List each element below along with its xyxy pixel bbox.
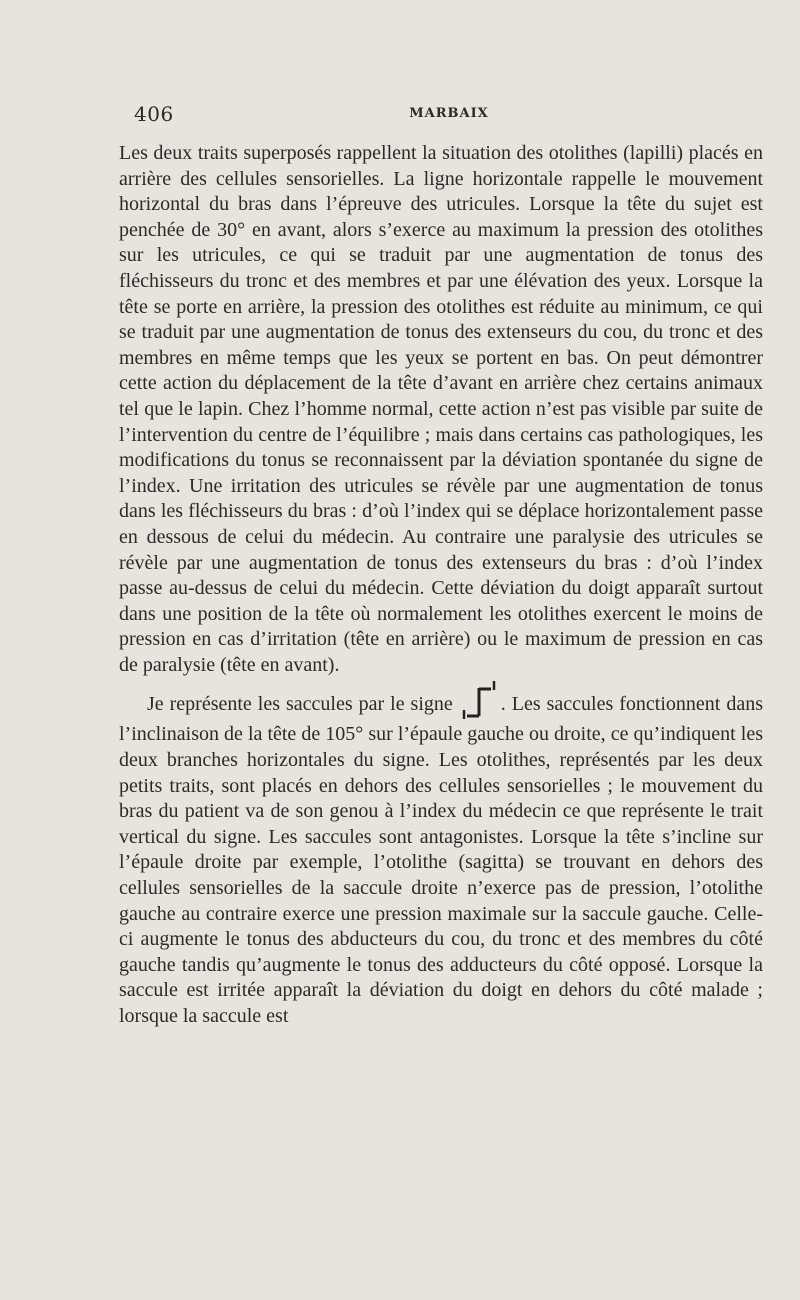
running-head	[134, 102, 764, 132]
paragraph-utricules: Les deux traits superposés rappellent la situation des otolithes (lapilli) placés en arrière des cellules sensorielles. La ligne horizontale rappelle le mouvement horizontal du bras dans l’épreuve des utricules. Lorsque la tête du sujet est penchée de 30° en avant, alors s’exerce au maximum la pression des otolithes sur les utricules, ce qui se traduit par une augmentation de tonus des fléchisseurs du tronc et des membres et par une élévation des yeux. Lorsque la tête se porte en arrière, la pression des otolithes est réduite au minimum, ce qui se traduit par une augmentation de tonus des extenseurs du cou, du tronc et des membres en même temps que les yeux se portent en bas. On peut démontrer cette action du déplacement de la tête d’avant en arrière chez certains animaux tel que le lapin. Chez l’homme normal, cette action n’est pas visible par suite de l’intervention du centre de l’équilibre ; mais dans certains cas pathologiques, les modifications du tonus se reconnaissent par la déviation spontanée du signe de l’index. Une irritation des utricules se révèle par une augmentation de tonus dans les fléchisseurs du bras : d’où l’index qui se déplace horizontalement passe en dessous de celui du médecin. Au contraire une paralysie des utricules se révèle par une augmentation de tonus des extenseurs du bras : d’où l’index passe au-dessus de celui du médecin. Cette déviation du doigt apparaît surtout dans une position de la tête où normalement les otolithes exercent le moins de pression en cas d’irritation (tête en arrière) ou le maximum de pression en cas de paralysie (tête en avant).	[119, 142, 763, 676]
paragraph-saccules-rest: . Les saccules fonctionnent dans l’inclinaison de la tête de 105° sur l’épaule gauche ou droite, ce qu’indiquent les deux branches horizontales du signe. Les otolithes, représentés par les deux petits traits, sont placés en dehors des cellules sensorielles ; le mouvement du bras du patient va de son genou à l’index du médecin ce que représente le trait vertical du signe. Les saccules sont antagonistes. Lorsque la tête s’incline sur l’épaule droite par exemple, l’otolithe (sagitta) se trouvant en dehors des cellules sensorielles de la saccule droite n’exerce pas de pression, l’otolithe gauche au contraire exerce une pression maximale sur la saccule gauche. Celle-ci augmente le tonus des abducteurs du cou, du tronc et des membres du côté gauche tandis qu’augmente le tonus des adducteurs du côté opposé. Lorsque la saccule est irritée apparaît la déviation du doigt en dehors du côté malade ; lorsque la saccule est	[119, 693, 763, 1027]
body-text	[119, 141, 763, 1030]
paragraph-saccules-lead: Je représente les saccules par le signe	[147, 693, 453, 716]
paragraph-saccules	[119, 684, 763, 1029]
page-number: 406	[134, 102, 174, 126]
saccule-sign-icon	[459, 684, 497, 722]
running-title: MARBAIX	[409, 106, 489, 121]
